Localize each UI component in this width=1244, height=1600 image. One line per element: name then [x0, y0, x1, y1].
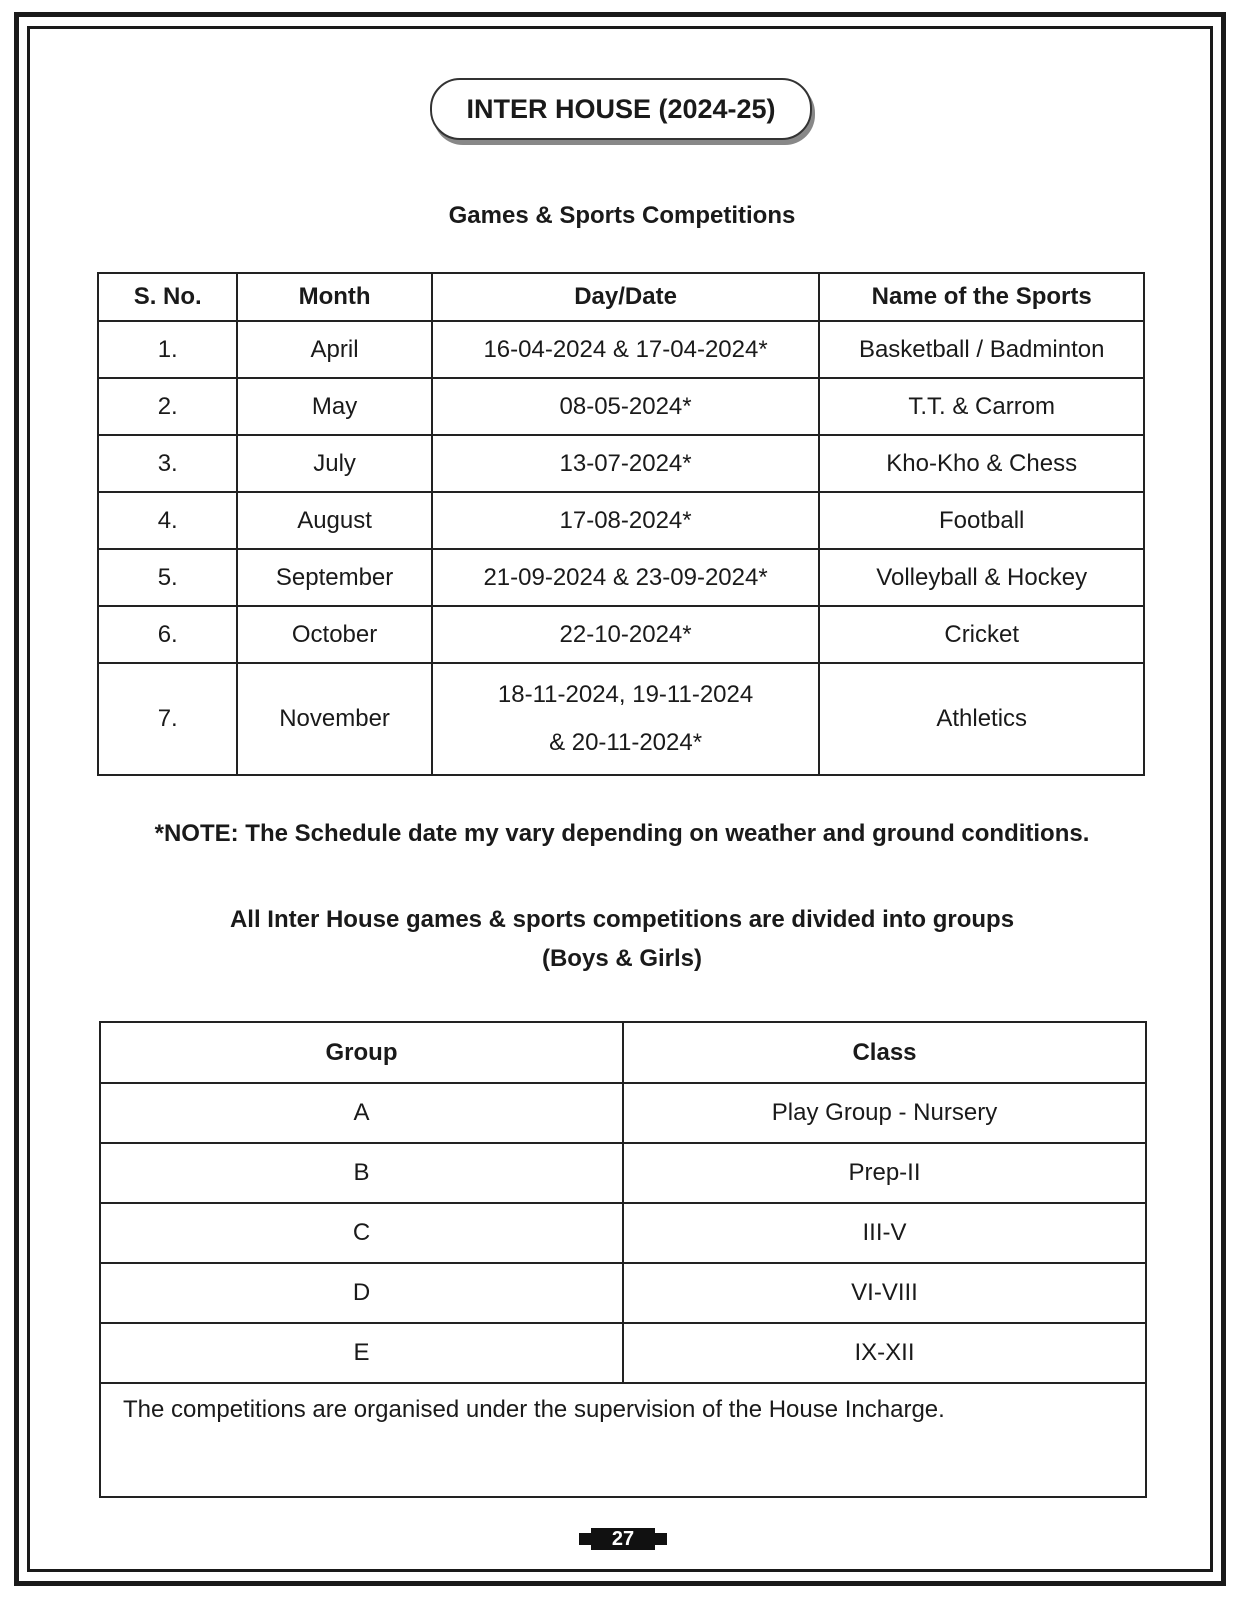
cell-group: A — [100, 1083, 623, 1143]
table-header-row — [98, 273, 1144, 321]
cell-date: 16-04-2024 & 17-04-2024* — [432, 321, 820, 378]
schedule-note: *NOTE: The Schedule date my vary depending on weather and ground conditions. — [154, 820, 1090, 847]
table-row — [98, 435, 1144, 492]
table-row — [98, 378, 1144, 435]
sports-heading: Games & Sports Competitions — [448, 202, 796, 229]
column-header-date: Day/Date — [432, 273, 820, 321]
cell-class: Prep-II — [623, 1143, 1146, 1203]
column-header-sno: S. No. — [98, 273, 237, 321]
cell-date: 13-07-2024* — [432, 435, 820, 492]
cell-sport: Kho-Kho & Chess — [819, 435, 1144, 492]
cell-month: October — [237, 606, 431, 663]
table-row — [100, 1203, 1146, 1263]
table-row — [100, 1323, 1146, 1383]
cell-month: May — [237, 378, 431, 435]
cell-month: April — [237, 321, 431, 378]
supervision-note: The competitions are organised under the supervision of the House Incharge. — [100, 1383, 1146, 1497]
column-header-month: Month — [237, 273, 431, 321]
cell-class: III-V — [623, 1203, 1146, 1263]
cell-sno: 2. — [98, 378, 237, 435]
page-number: 27 — [591, 1528, 655, 1550]
page-title: INTER HOUSE (2024-25) — [430, 78, 812, 140]
cell-group: D — [100, 1263, 623, 1323]
cell-month: July — [237, 435, 431, 492]
table-header-row — [100, 1022, 1146, 1083]
sports-schedule-table — [97, 272, 1145, 776]
cell-class: IX-XII — [623, 1323, 1146, 1383]
cell-class: Play Group - Nursery — [623, 1083, 1146, 1143]
column-header-group: Group — [100, 1022, 623, 1083]
cell-month: August — [237, 492, 431, 549]
badge-wing-left — [579, 1533, 591, 1545]
cell-sno: 6. — [98, 606, 237, 663]
groups-heading-line2: (Boys & Girls) — [541, 945, 703, 972]
table-row — [98, 549, 1144, 606]
table-row — [100, 1143, 1146, 1203]
cell-sport: Football — [819, 492, 1144, 549]
groups-heading-line1: All Inter House games & sports competitions are divided into groups — [229, 906, 1015, 933]
column-header-class: Class — [623, 1022, 1146, 1083]
table-row — [98, 321, 1144, 378]
cell-date: 21-09-2024 & 23-09-2024* — [432, 549, 820, 606]
cell-date: 17-08-2024* — [432, 492, 820, 549]
cell-sport: Basketball / Badminton — [819, 321, 1144, 378]
cell-date: 22-10-2024* — [432, 606, 820, 663]
groups-table — [99, 1021, 1147, 1498]
table-row — [98, 663, 1144, 775]
column-header-sport: Name of the Sports — [819, 273, 1144, 321]
page-number-badge — [579, 1528, 667, 1550]
table-row — [98, 606, 1144, 663]
cell-group: E — [100, 1323, 623, 1383]
cell-class: VI-VIII — [623, 1263, 1146, 1323]
cell-sport: T.T. & Carrom — [819, 378, 1144, 435]
cell-sport: Cricket — [819, 606, 1144, 663]
table-footer-row — [100, 1383, 1146, 1497]
cell-sno: 3. — [98, 435, 237, 492]
cell-date: 08-05-2024* — [432, 378, 820, 435]
cell-group: C — [100, 1203, 623, 1263]
cell-sno: 4. — [98, 492, 237, 549]
cell-month: November — [237, 663, 431, 775]
cell-date-line2: & 20-11-2024* — [549, 729, 703, 756]
cell-sport: Athletics — [819, 663, 1144, 775]
table-row — [100, 1263, 1146, 1323]
cell-date-line1: 18-11-2024, 19-11-2024 — [497, 681, 754, 708]
cell-month: September — [237, 549, 431, 606]
cell-group: B — [100, 1143, 623, 1203]
cell-sno: 1. — [98, 321, 237, 378]
table-row — [100, 1083, 1146, 1143]
cell-sno: 7. — [98, 663, 237, 775]
cell-date — [432, 663, 820, 775]
badge-wing-right — [655, 1533, 667, 1545]
cell-sport: Volleyball & Hockey — [819, 549, 1144, 606]
cell-sno: 5. — [98, 549, 237, 606]
table-row — [98, 492, 1144, 549]
